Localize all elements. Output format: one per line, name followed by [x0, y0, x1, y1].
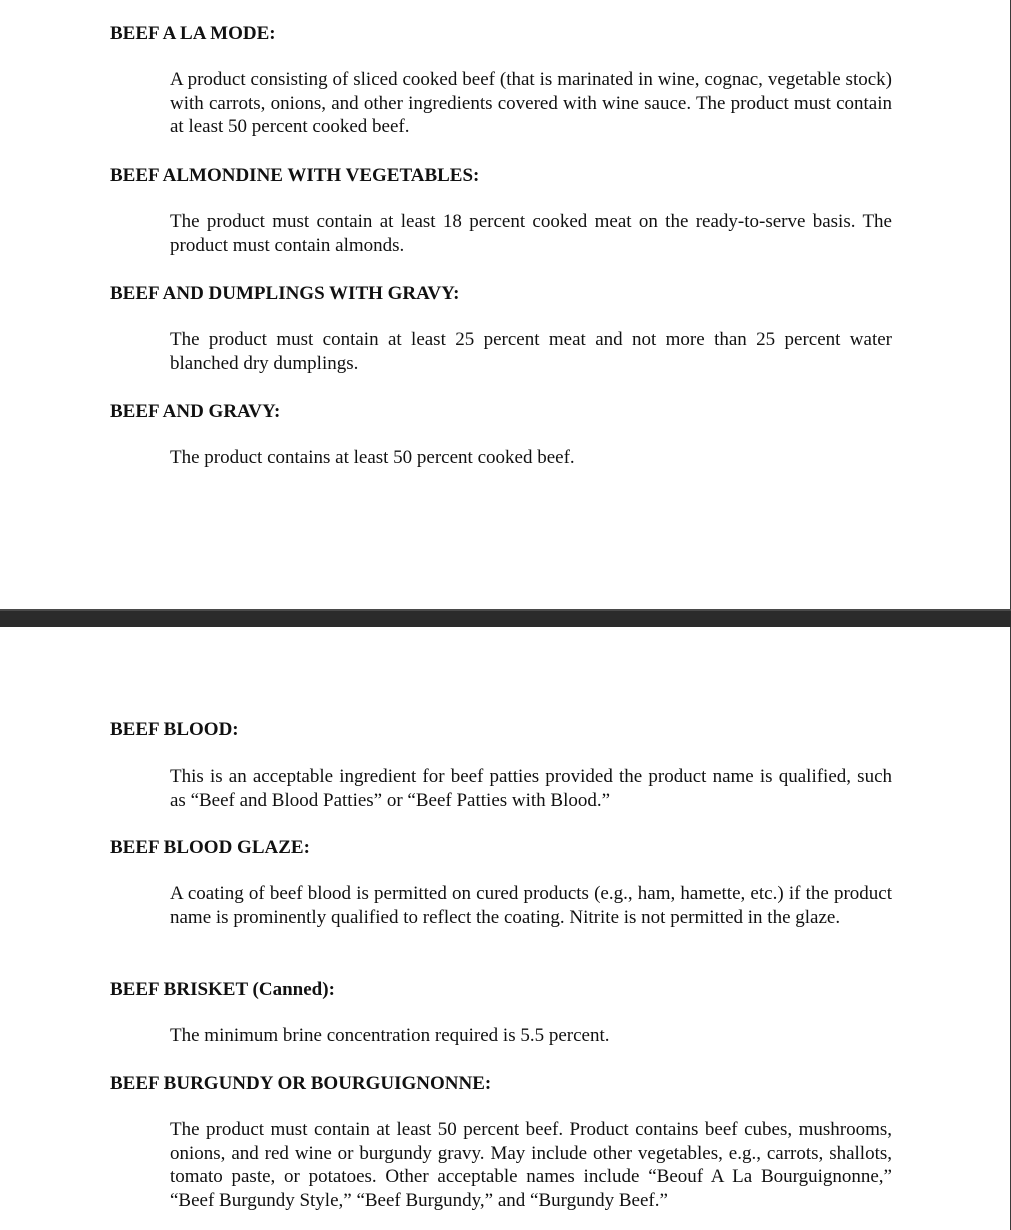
entry-term: BEEF ALMONDINE WITH VEGETABLES: [110, 165, 480, 186]
page-separator-highlight [0, 609, 1011, 611]
entry-definition: The minimum brine concentration required is 5.5 percent. [170, 1025, 610, 1046]
entry-term: BEEF BURGUNDY OR BOURGUIGNONNE: [110, 1073, 492, 1094]
entry-definition: A coating of beef blood is permitted on cured products (e.g., ham, hamette, etc.) if the product name is prominently qualified to reflect the coating. Nitrite is not permitted in the glaze. [170, 883, 892, 928]
entry-term: BEEF A LA MODE: [110, 23, 276, 44]
entry-term: BEEF AND DUMPLINGS WITH GRAVY: [110, 283, 460, 304]
entry-definition: The product contains at least 50 percent cooked beef. [170, 447, 575, 468]
entry-term: BEEF BLOOD: [110, 719, 239, 740]
page-separator [0, 609, 1011, 627]
document-page-1 [0, 0, 1011, 609]
entry-definition: The product must contain at least 18 percent cooked meat on the ready-to-serve basis. The product must contain almonds. [170, 211, 892, 256]
entry-definition: The product must contain at least 50 percent beef. Product contains beef cubes, mushrooms, onions, and red wine or burgundy gravy. May include other vegetables, e.g., carrots, shallots, tomato paste, or potatoes. Other acceptable names include “Beouf A La Bourguignonne,” “Beef Burgundy Style,” “Beef Burgundy,” and “Burgundy Beef.” [170, 1119, 892, 1211]
entry-definition: The product must contain at least 25 percent meat and not more than 25 percent water blanched dry dumplings. [170, 329, 892, 374]
entry-term: BEEF BRISKET (Canned): [110, 979, 335, 1000]
entry-term: BEEF AND GRAVY: [110, 401, 281, 422]
entry-term: BEEF BLOOD GLAZE: [110, 837, 310, 858]
entry-definition: This is an acceptable ingredient for beef patties provided the product name is qualified, such as “Beef and Blood Patties” or “Beef Patties with Blood.” [170, 766, 892, 811]
entry-definition: A product consisting of sliced cooked beef (that is marinated in wine, cognac, vegetable stock) with carrots, onions, and other ingredients covered with wine sauce. The product must contain at least 50 percent cooked beef. [170, 69, 892, 137]
document-page-2 [0, 627, 1011, 1230]
